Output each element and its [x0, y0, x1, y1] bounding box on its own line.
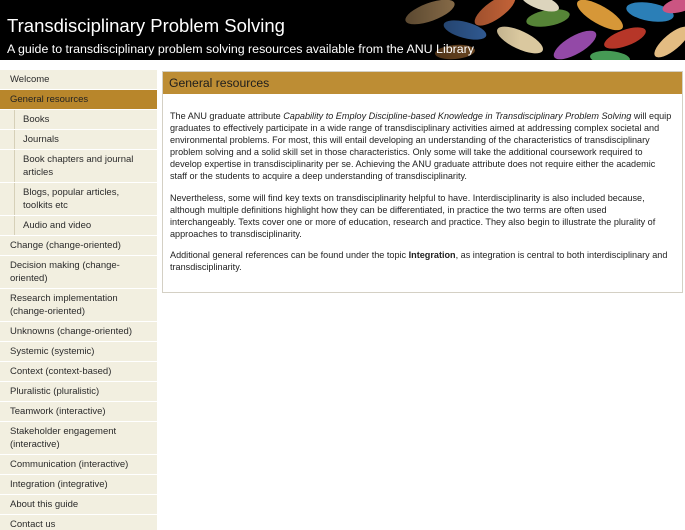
nav-item-welcome[interactable]	[0, 70, 157, 90]
nav-item-label: Teamwork (interactive)	[10, 406, 106, 417]
intro-text: The ANU graduate attribute	[170, 111, 284, 121]
nav-item-decision-making-change-oriented[interactable]	[0, 256, 157, 289]
nav-item-book-chapters-and-journal-articles[interactable]	[0, 150, 157, 183]
nav-item-label: Welcome	[10, 74, 50, 85]
nav-item-label: Journals	[23, 134, 59, 145]
nav-item-label: Communication (interactive)	[10, 459, 129, 470]
nav-item-label: Pluralistic (pluralistic)	[10, 386, 100, 397]
references-text: Additional general references can be found under the topic	[170, 249, 409, 260]
nav-item-unknowns-change-oriented[interactable]	[0, 322, 157, 342]
panel-body	[163, 94, 682, 273]
integration-link[interactable]: Integration	[408, 249, 456, 260]
nav-item-general-resources[interactable]	[0, 90, 157, 110]
nav-item-label: Research implementation (change-oriented)	[10, 293, 118, 317]
nav-item-label: About this guide	[10, 499, 79, 510]
references-paragraph	[170, 249, 674, 273]
attribute-name: Capability to Employ Discipline-based Knowledge in Transdisciplinary Problem Solving	[283, 111, 632, 121]
texts-paragraph: Nevertheless, some will find key texts on transdisciplinarity helpful to have. Interdisciplinarity is also included because, although multiple definitions highlight how they can be differentiated, in practice the two terms are often used interchangeably. Texts cover one or more of education, research and practice. They also begin to illustrate the plurality of approaches to transdisciplinarity.	[170, 192, 656, 239]
nav-item-label: Stakeholder engagement (interactive)	[10, 426, 117, 450]
nav-item-blogs-popular-articles-toolkits-etc[interactable]	[0, 183, 157, 216]
nav-item-label: Contact us	[10, 519, 56, 530]
nav-item-label: Decision making (change-oriented)	[10, 260, 120, 284]
nav-item-label: Audio and video	[23, 220, 92, 231]
nav-item-contact-us[interactable]	[0, 515, 157, 530]
nav-item-teamwork-interactive[interactable]	[0, 402, 157, 422]
nav-item-research-implementation-change-oriented[interactable]	[0, 289, 157, 322]
nav-item-label: Book chapters and journal articles	[23, 154, 134, 178]
guide-navigation	[0, 70, 157, 530]
nav-item-stakeholder-engagement-interactive[interactable]	[0, 422, 157, 455]
intro-text-rest: will equip graduates to effectively participate in a wide range of transdisciplinary activities aimed at addressing complex societal and environmental problems. For most, this will entail developing an understanding of the characteristics of transdisciplinary problem solving and a solid skill set in those characteristics. Only some will take the additional coursework required to develop expertise in transdisciplinarity per se. Achieving the ANU graduate attribute does not require either the academic staff or the students to acquire a deep understanding of transdisciplinarity.	[170, 111, 672, 182]
nav-item-communication-interactive[interactable]	[0, 455, 157, 475]
nav-item-label: General resources	[10, 94, 89, 105]
nav-item-label: Context (context-based)	[10, 366, 112, 377]
intro-paragraph	[170, 110, 674, 183]
nav-item-systemic-systemic[interactable]	[0, 342, 157, 362]
site-subtitle: A guide to transdisciplinary problem solving resources available from the ANU Library	[7, 42, 474, 56]
nav-item-label: Change (change-oriented)	[10, 240, 121, 251]
nav-item-label: Blogs, popular articles, toolkits etc	[23, 187, 120, 211]
nav-item-label: Integration (integrative)	[10, 479, 108, 490]
nav-item-label: Unknowns (change-oriented)	[10, 326, 132, 337]
site-banner	[0, 0, 685, 60]
site-title[interactable]: Transdisciplinary Problem Solving	[7, 15, 285, 36]
nav-item-label: Systemic (systemic)	[10, 346, 95, 357]
nav-item-about-this-guide[interactable]	[0, 495, 157, 515]
references-text-rest: , as integration is central to both interdisciplinary and transdisciplinarity.	[170, 249, 668, 273]
nav-item-label: Books	[23, 114, 50, 125]
nav-item-pluralistic-pluralistic[interactable]	[0, 382, 157, 402]
nav-item-audio-and-video[interactable]	[0, 216, 157, 236]
panel-heading: General resources	[163, 72, 682, 94]
content-panel	[162, 71, 683, 293]
nav-item-change-change-oriented[interactable]	[0, 236, 157, 256]
nav-item-integration-integrative[interactable]	[0, 475, 157, 495]
nav-item-context-context-based[interactable]	[0, 362, 157, 382]
nav-item-books[interactable]	[0, 110, 157, 130]
nav-item-journals[interactable]	[0, 130, 157, 150]
